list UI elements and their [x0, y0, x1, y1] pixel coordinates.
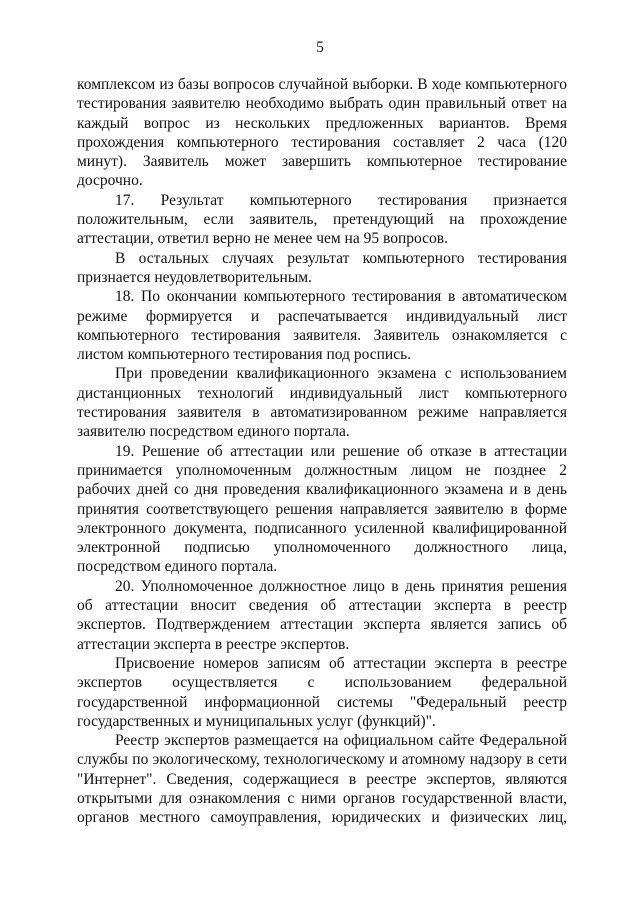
paragraph-item-20: 20. Уполномоченное должностное лицо в день принятия решения об аттестации вносит сведения об аттестации эксперта в реестр экспертов. Подтверждением аттестации эксперта является запись об аттестации эксперта в реестре экспертов.	[77, 577, 567, 653]
paragraph-remote-exam: При проведении квалификационного экзамена с использованием дистанционных технологий индивидуальный лист компьютерного тестирования заявителя в автоматизированном режиме направляется заявителю посредством единого портала.	[77, 365, 567, 441]
document-body	[77, 75, 567, 828]
paragraph-unsatisfactory-result: В остальных случаях результат компьютерного тестирования признается неудовлетворительным.	[77, 249, 567, 286]
paragraph-item-19: 19. Решение об аттестации или решение об отказе в аттестации принимается уполномоченным должностным лицом не позднее 2 рабочих дней со дня проведения квалификационного экзамена и в день принятия соответствующего решения направляется заявителю в форме электронного документа, подписанного усиленной квалифицированной электронной подписью уполномоченного должностного лица, посредством единого портала.	[77, 442, 567, 576]
paragraph-continuation: комплексом из базы вопросов случайной выборки. В ходе компьютерного тестирования заявителю необходимо выбрать один правильный ответ на каждый вопрос из нескольких предложенных вариантов. Время прохождения компьютерного тестирования составляет 2 часа (120 минут). Заявитель может завершить компьютерное тестирование досрочно.	[77, 76, 567, 190]
paragraph-registry-publication: Реестр экспертов размещается на официальном сайте Федеральной службы по экологическому, технологическому и атомному надзору в сети "Интернет". Сведения, содержащиеся в реестре экспертов, являются открытыми для ознакомления с ними органов государственной власти, органов местного самоуправления, юридических и физических лиц,	[77, 732, 567, 827]
paragraph-item-17: 17. Результат компьютерного тестирования признается положительным, если заявитель, претендующий на прохождение аттестации, ответил верно не менее чем на 95 вопросов.	[77, 191, 567, 248]
paragraph-item-18: 18. По окончании компьютерного тестирования в автоматическом режиме формируется и распечатывается индивидуальный лист компьютерного тестирования заявителя. Заявитель ознакомляется с листом компьютерного тестирования под роспись.	[77, 288, 567, 364]
page-number: 5	[316, 39, 324, 56]
paragraph-record-numbering: Присвоение номеров записям об аттестации эксперта в реестре экспертов осуществляется с использованием федеральной государственной информационной системы "Федеральный реестр государственных и муниципальных услуг (функций)".	[77, 654, 567, 730]
